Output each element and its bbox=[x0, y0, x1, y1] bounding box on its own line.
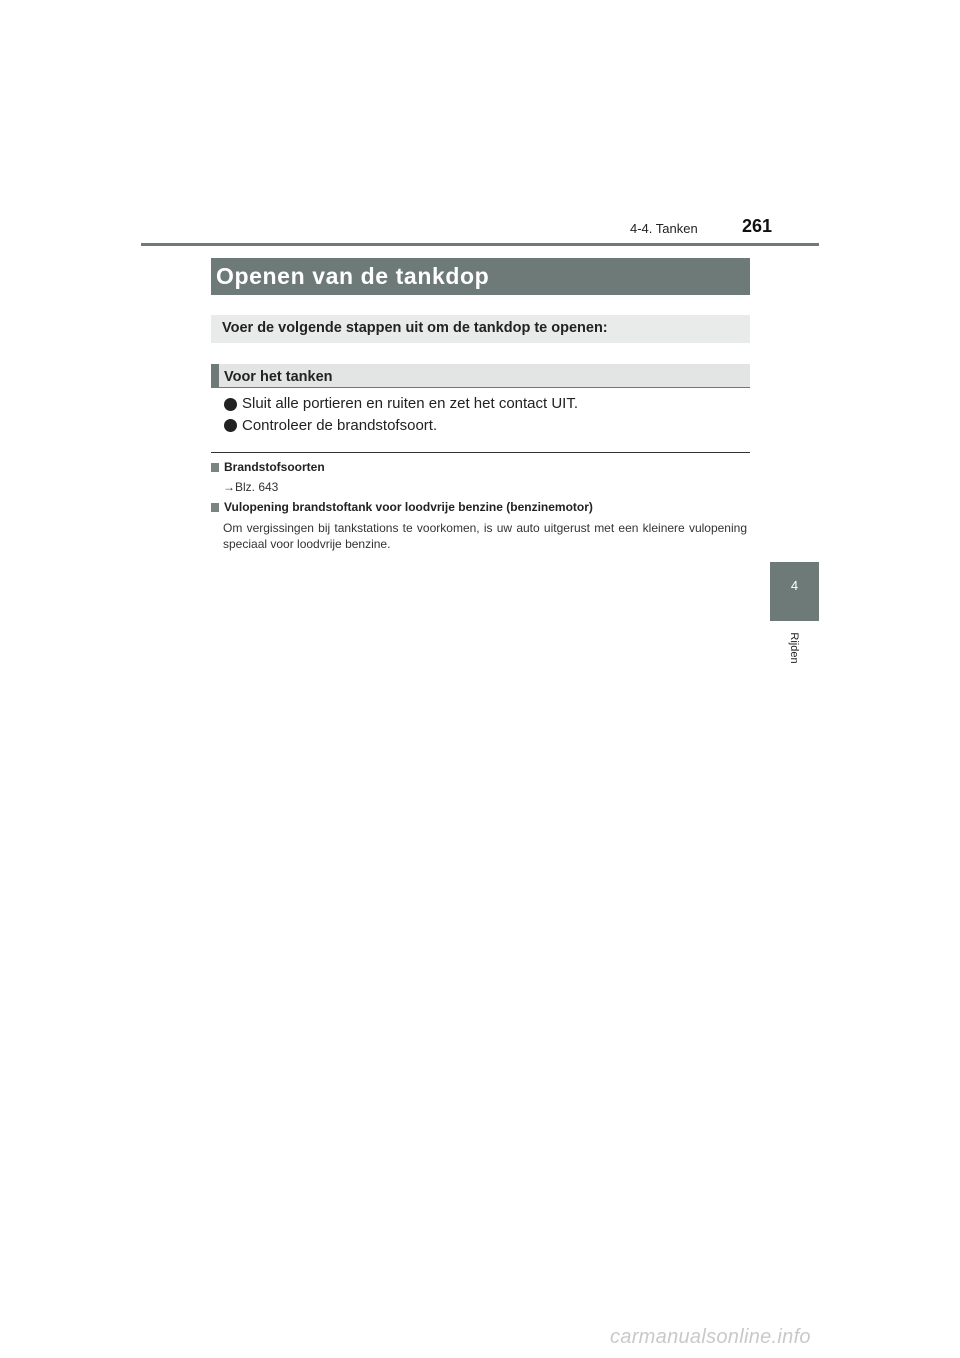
page-reference-text: Blz. 643 bbox=[235, 480, 279, 494]
square-bullet-icon bbox=[211, 503, 219, 512]
note-paragraph: Om vergissingen bij tankstations te voorkomen, is uw auto uitgerust met een kleinere vulopening speciaal voor loodvrije benzine. bbox=[223, 521, 747, 551]
note-heading: Brandstofsoorten bbox=[224, 460, 325, 474]
subheading-rule bbox=[211, 387, 750, 388]
section-divider bbox=[211, 452, 750, 453]
arrow-right-icon: → bbox=[223, 480, 235, 494]
square-bullet-icon bbox=[211, 463, 219, 472]
watermark: carmanualsonline.info bbox=[610, 1326, 811, 1348]
page-reference bbox=[223, 479, 278, 495]
note-heading: Vulopening brandstoftank voor loodvrije benzine (benzinemotor) bbox=[224, 500, 593, 514]
bullet-item: Sluit alle portieren en ruiten en zet het contact UIT. bbox=[242, 395, 579, 412]
bullet-icon bbox=[224, 419, 237, 432]
bullet-item: Controleer de brandstofsoort. bbox=[242, 417, 438, 434]
page-title: Openen van de tankdop bbox=[216, 263, 490, 289]
section-label: 4-4. Tanken bbox=[630, 221, 698, 236]
chapter-tab-number: 4 bbox=[790, 578, 799, 593]
page-number: 261 bbox=[742, 216, 773, 236]
bullet-icon bbox=[224, 398, 237, 411]
header-rule bbox=[141, 243, 819, 246]
intro-text: Voer de volgende stappen uit om de tankdop te openen: bbox=[222, 320, 608, 336]
chapter-tab-label: Rijden bbox=[788, 632, 800, 664]
subheading: Voor het tanken bbox=[224, 369, 333, 385]
